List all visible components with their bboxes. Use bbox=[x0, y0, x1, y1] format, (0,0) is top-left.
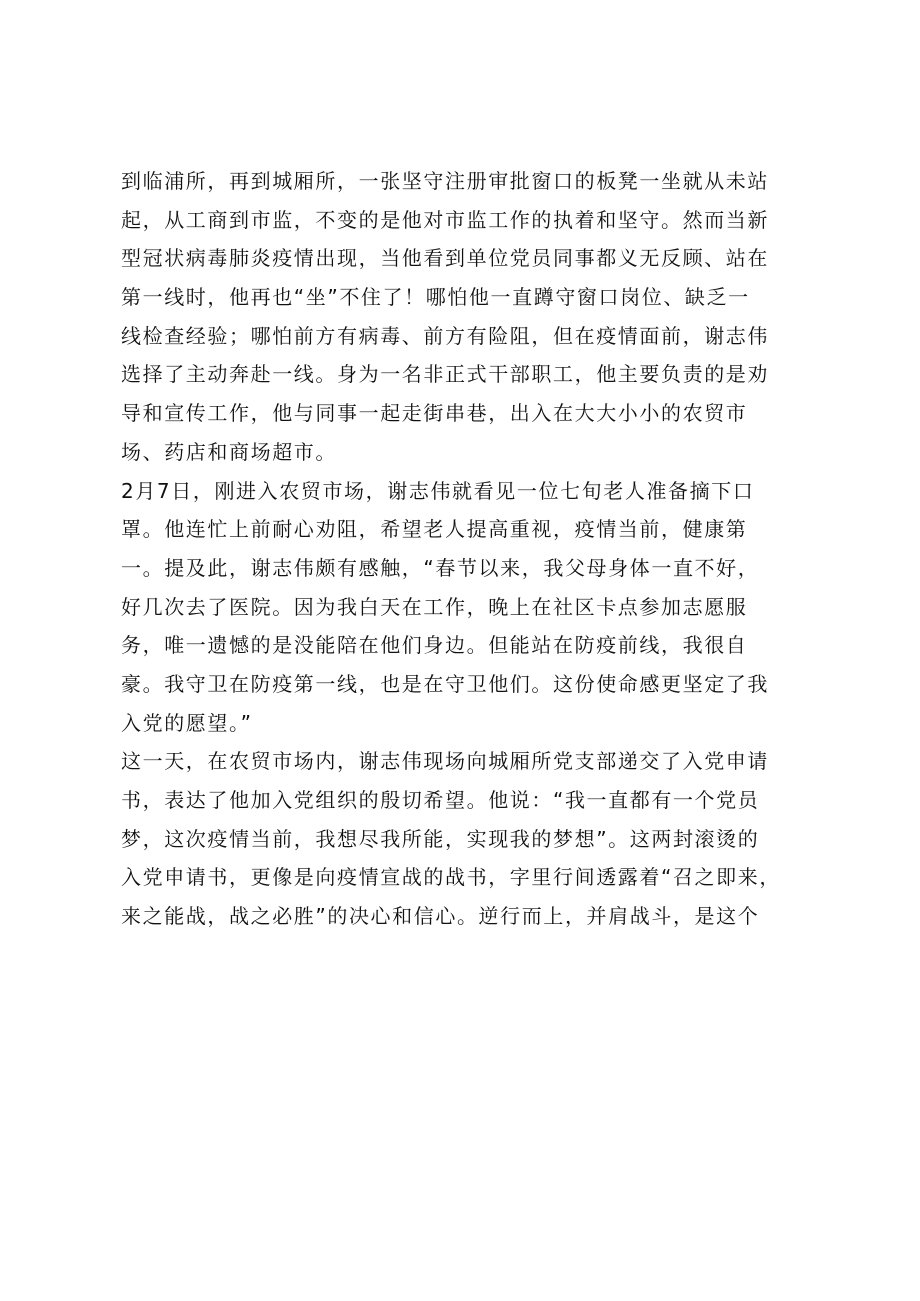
text-line: 第一线时，他再也“坐”不住了！哪怕他一直蹲守窗口岗位、缺乏一 bbox=[121, 285, 750, 310]
text-line: 线检查经验；哪怕前方有病毒、前方有险阻，但在疫情面前，谢志伟 bbox=[121, 323, 769, 348]
text-line: 书，表达了他加入党组织的殷切希望。他说：“我一直都有一个党员 bbox=[121, 788, 760, 812]
text-line: 导和宣传工作，他与同事一起走街串巷，出入在大大小小的农贸市 bbox=[121, 401, 748, 426]
text-line: 来之能战，战之必胜”的决心和信心。逆行而上，并肩战斗，是这个 bbox=[121, 904, 760, 929]
text-line: 入党申请书，更像是向疫情宣战的战书，字里行间透露着“召之即来， bbox=[121, 865, 781, 890]
text-line: 选择了主动奔赴一线。身为一名非正式干部职工，他主要负责的是劝 bbox=[121, 362, 769, 387]
text-line: 到临浦所，再到城厢所，一张坚守注册审批窗口的板凳一坐就从未站 bbox=[121, 169, 769, 193]
text-line: 型冠状病毒肺炎疫情出现，当他看到单位党员同事都义无反顾、站在 bbox=[121, 246, 769, 271]
body-text bbox=[121, 162, 831, 936]
text-line: 起，从工商到市监，不变的是他对市监工作的执着和坚守。然而当新 bbox=[121, 207, 769, 232]
text-line: 入党的愿望。” bbox=[121, 710, 253, 735]
text-line: 罩。他连忙上前耐心劝阻，希望老人提高重视，疫情当前，健康第 bbox=[121, 517, 748, 542]
text-line: 梦，这次疫情当前，我想尽我所能，实现我的梦想”。这两封滚烫的 bbox=[121, 826, 760, 851]
text-line: 场、药店和商场超市。 bbox=[121, 439, 337, 464]
text-line: 豪。我守卫在防疫第一线，也是在守卫他们。这份使命感更坚定了我 bbox=[121, 671, 769, 696]
text-line: 务，唯一遗憾的是没能陪在他们身边。但能站在防疫前线，我很自 bbox=[121, 633, 748, 658]
text-line: 这一天，在农贸市场内，谢志伟现场向城厢所党支部递交了入党申请 bbox=[121, 749, 769, 774]
text-line: 好几次去了医院。因为我白天在工作，晚上在社区卡点参加志愿服 bbox=[121, 594, 748, 619]
text-line: 一。提及此，谢志伟颇有感触，“春节以来，我父母身体一直不好， bbox=[121, 555, 760, 580]
text-line: 2月7日，刚进入农贸市场，谢志伟就看见一位七旬老人准备摘下口 bbox=[121, 478, 755, 503]
